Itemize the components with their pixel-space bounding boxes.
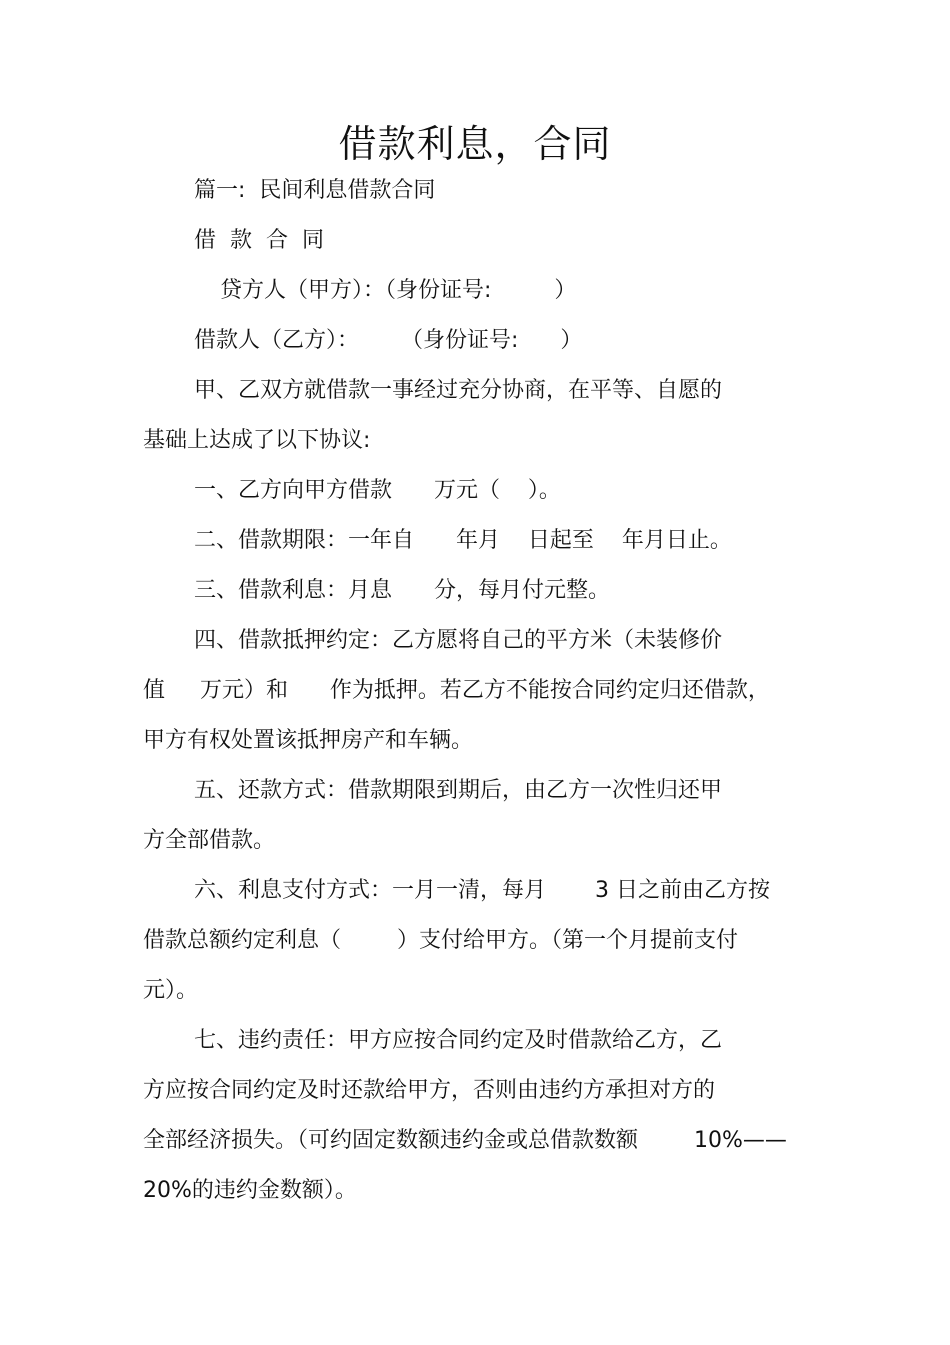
clause-7-line: 20%的违约金数额）。 bbox=[143, 1178, 357, 1203]
clause-4-line: 四、借款抵押约定：乙方愿将自己的平方米（未装修价 bbox=[194, 628, 723, 653]
clause-6-line: 六、利息支付方式：一月一清，每月 3 日之前由乙方按 bbox=[194, 878, 770, 903]
clause-2: 二、借款期限：一年自 年月 日起至 年月日止。 bbox=[194, 528, 732, 553]
clause-1: 一、乙方向甲方借款 万元（ ）。 bbox=[194, 478, 561, 503]
clause-6-line: 元）。 bbox=[143, 978, 199, 1003]
clause-4-line: 甲方有权处置该抵押房产和车辆。 bbox=[143, 728, 474, 753]
clause-6-line: 借款总额约定利息（ ）支付给甲方。（第一个月提前支付 bbox=[143, 928, 738, 953]
intro-paragraph-line: 甲、乙双方就借款一事经过充分协商，在平等、自愿的 bbox=[194, 378, 723, 403]
document-title: 借款利息，合同 bbox=[338, 122, 612, 166]
clause-7-line: 七、违约责任：甲方应按合同约定及时借款给乙方，乙 bbox=[194, 1028, 723, 1053]
intro-paragraph-line: 基础上达成了以下协议: bbox=[143, 428, 371, 453]
borrower-line: 借款人（乙方）： （身份证号: ） bbox=[194, 328, 583, 353]
clause-7-line: 方应按合同约定及时还款给甲方，否则由违约方承担对方的 bbox=[143, 1078, 716, 1103]
clause-5-line: 方全部借款。 bbox=[143, 828, 276, 853]
clause-4-line: 值 万元）和 作为抵押。若乙方不能按合同约定归还借款， bbox=[143, 678, 770, 703]
section-heading: 篇一: 民间利息借款合同 bbox=[194, 178, 436, 203]
contract-heading: 借 款 合 同 bbox=[194, 228, 324, 253]
clause-7-line: 全部经济损失。（可约固定数额违约金或总借款数额 10%—— bbox=[143, 1128, 787, 1153]
clause-5-line: 五、还款方式：借款期限到期后，由乙方一次性归还甲 bbox=[194, 778, 723, 803]
clause-3: 三、借款利息：月息 分，每月付元整。 bbox=[194, 578, 610, 603]
lender-line: 贷方人（甲方）：（身份证号: ） bbox=[220, 278, 577, 303]
